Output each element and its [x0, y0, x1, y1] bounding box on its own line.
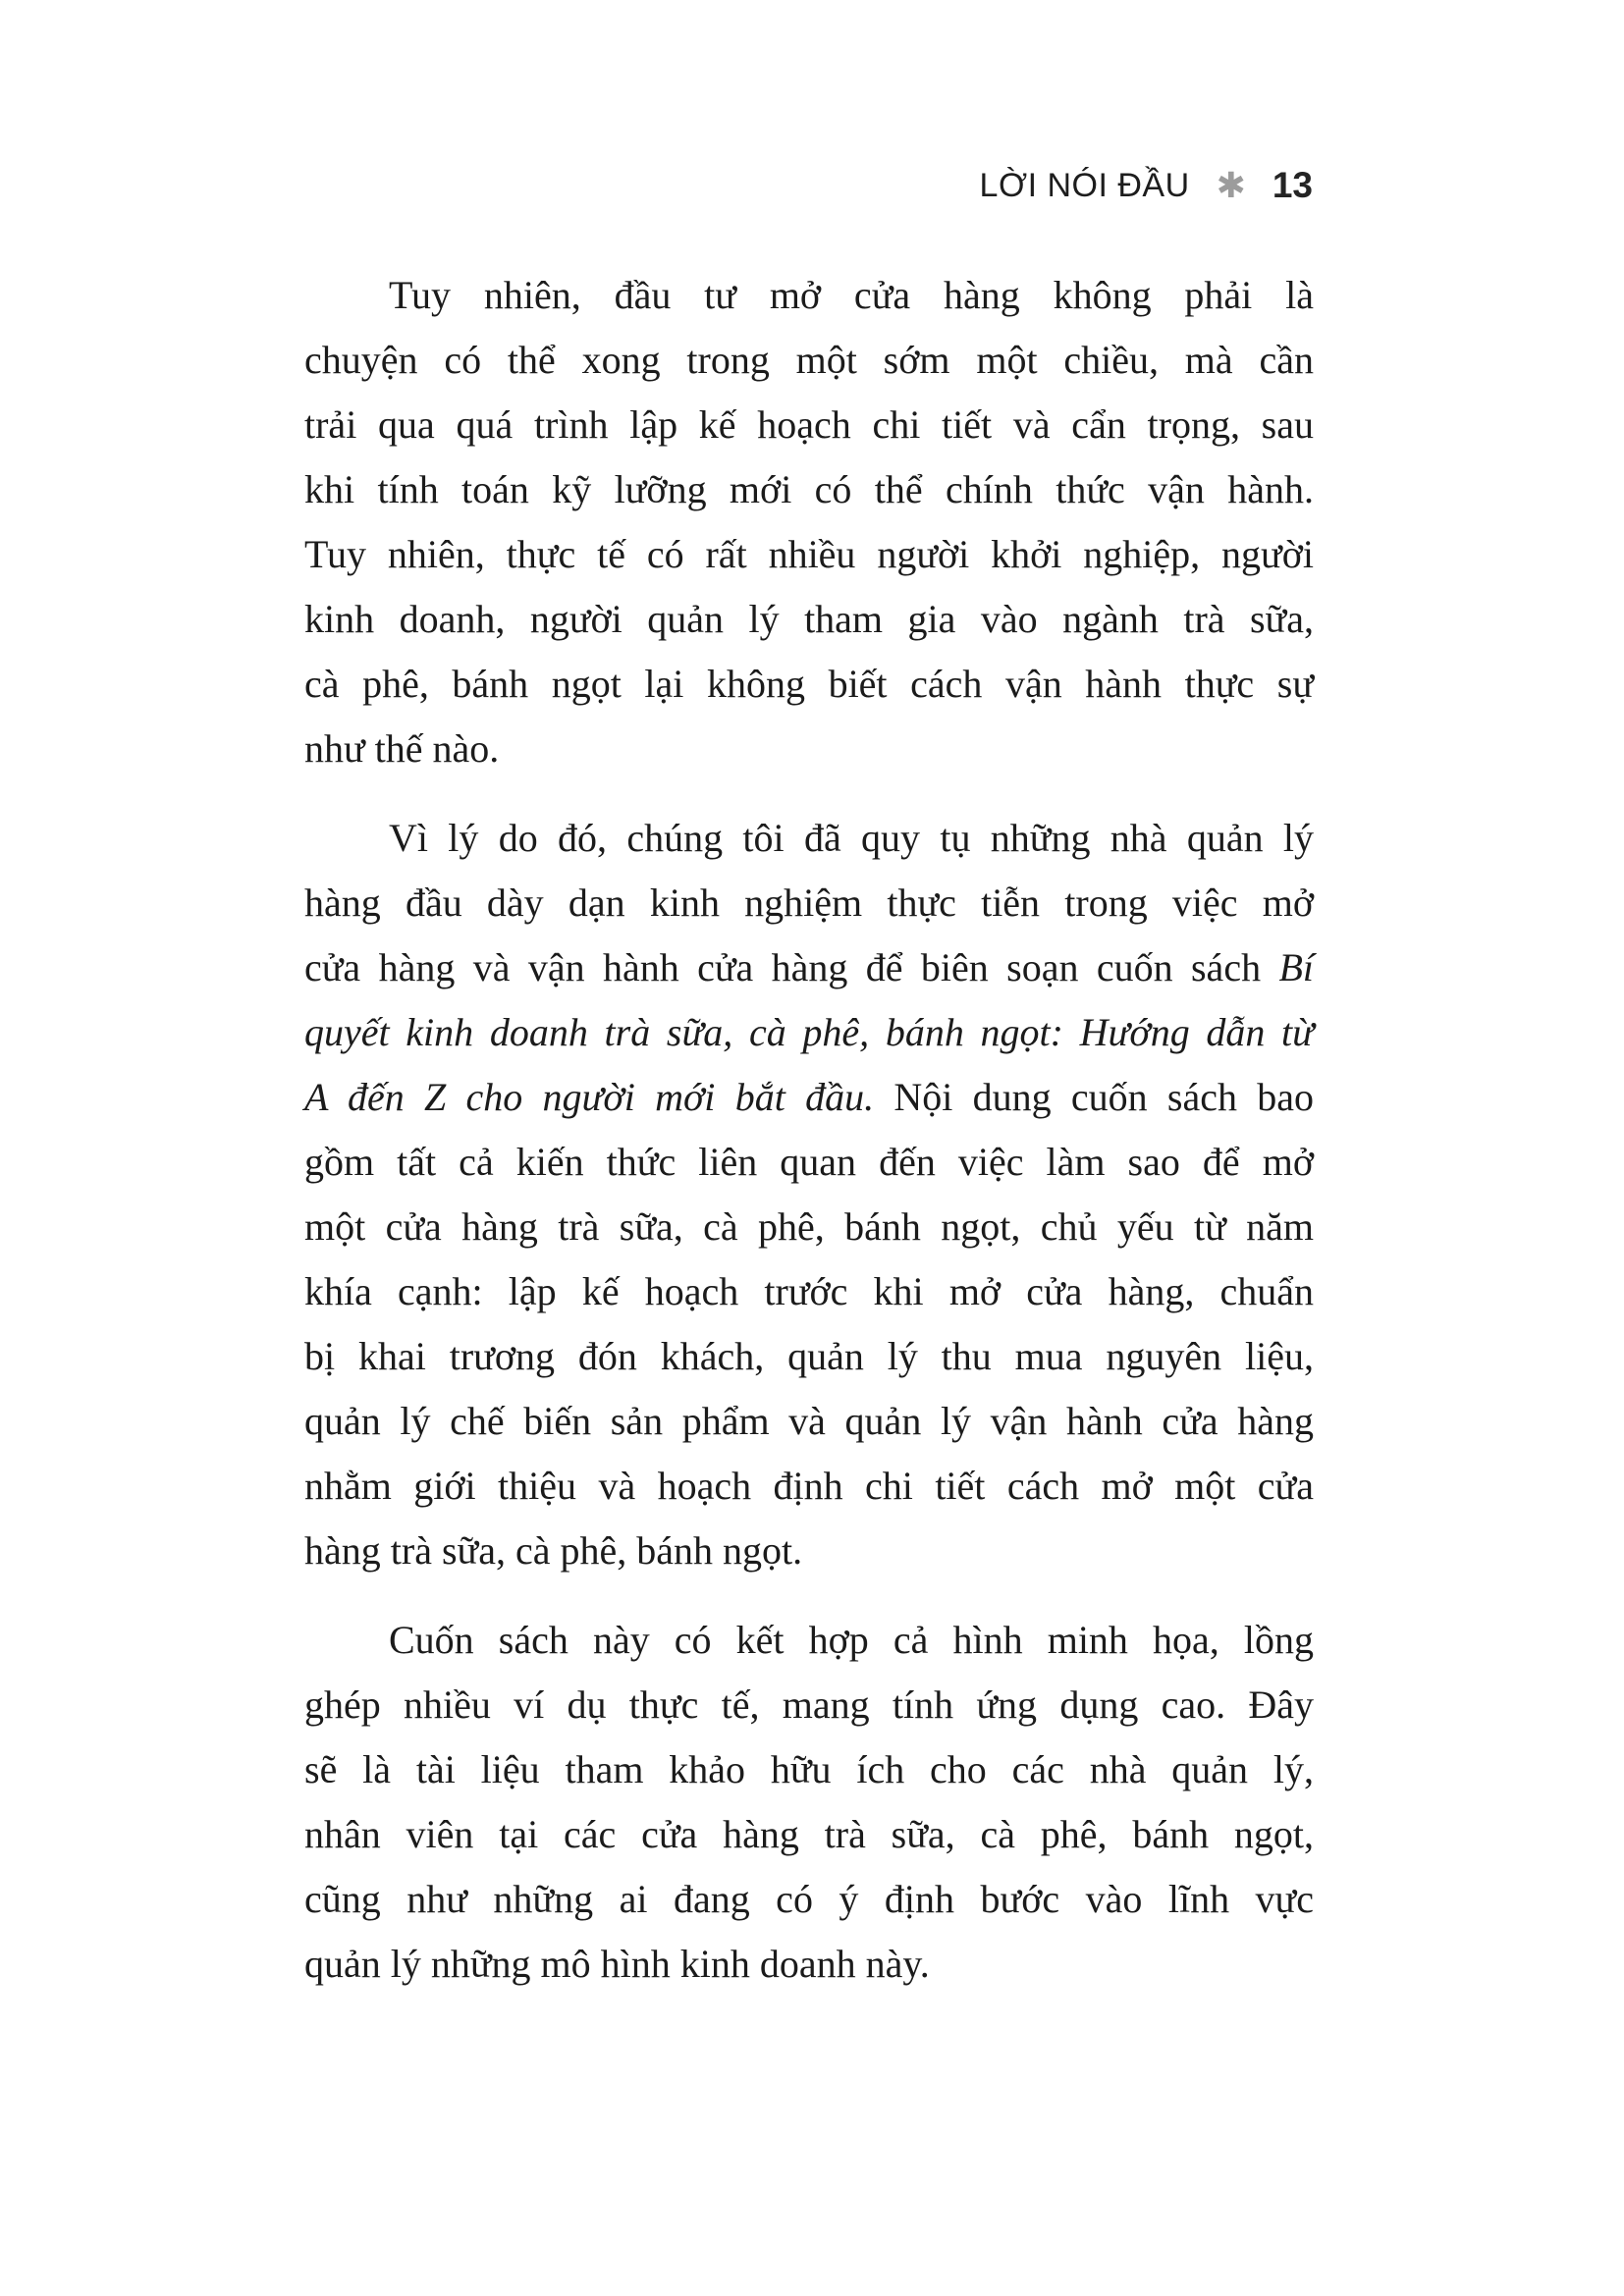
text-line	[304, 1932, 1314, 1997]
text-line	[304, 1737, 1314, 1802]
text-segment: nhân viên tại các cửa hàng trà sữa, cà phê, bánh ngọt,	[304, 1812, 1314, 1856]
text-line	[304, 263, 1314, 328]
text-line	[304, 1519, 1314, 1583]
paragraph	[304, 263, 1314, 781]
text-line	[304, 652, 1314, 717]
text-line	[304, 1673, 1314, 1737]
text-segment: cà phê, bánh ngọt lại không biết cách vận hành thực sự	[304, 662, 1314, 706]
text-segment: trải qua quá trình lập kế hoạch chi tiết và cẩn trọng, sau	[304, 402, 1314, 447]
paragraph	[304, 1608, 1314, 1997]
text-segment: nhằm giới thiệu và hoạch định chi tiết cách mở một cửa	[304, 1464, 1314, 1508]
text-line	[304, 1608, 1314, 1673]
text-line	[304, 587, 1314, 652]
book-title-segment: A đến Z cho người mới bắt đầu.	[304, 1075, 875, 1119]
running-header	[980, 165, 1313, 206]
text-line	[304, 522, 1314, 587]
text-segment: kinh doanh, người quản lý tham gia vào ngành trà sữa,	[304, 597, 1314, 641]
text-segment: Nội dung cuốn sách bao	[874, 1075, 1314, 1119]
text-segment: gồm tất cả kiến thức liên quan đến việc làm sao để mở	[304, 1140, 1314, 1184]
text-line	[304, 717, 1314, 781]
body-text	[304, 263, 1314, 1997]
text-segment: quản lý những mô hình kinh doanh này.	[304, 1942, 930, 1986]
text-segment: hàng đầu dày dạn kinh nghiệm thực tiễn trong việc mở	[304, 881, 1314, 925]
book-title-segment: Bí	[1278, 945, 1314, 989]
paragraph	[304, 806, 1314, 1583]
text-line	[304, 393, 1314, 457]
text-line	[304, 806, 1314, 871]
text-segment: cửa hàng và vận hành cửa hàng để biên soạn cuốn sách	[304, 945, 1279, 989]
text-line	[304, 1195, 1314, 1259]
text-segment: Cuốn sách này có kết hợp cả hình minh họa, lồng	[389, 1618, 1314, 1662]
text-segment: như thế nào.	[304, 726, 500, 771]
text-line	[304, 457, 1314, 522]
text-segment: sẽ là tài liệu tham khảo hữu ích cho các nhà quản lý,	[304, 1747, 1314, 1791]
text-line	[304, 1259, 1314, 1324]
text-segment: một cửa hàng trà sữa, cà phê, bánh ngọt, chủ yếu từ năm	[304, 1204, 1314, 1249]
text-segment: khía cạnh: lập kế hoạch trước khi mở cửa hàng, chuẩn	[304, 1269, 1314, 1313]
text-segment: bị khai trương đón khách, quản lý thu mua nguyên liệu,	[304, 1334, 1314, 1378]
text-segment: Tuy nhiên, thực tế có rất nhiều người khởi nghiệp, người	[304, 532, 1314, 576]
text-segment: khi tính toán kỹ lưỡng mới có thể chính thức vận hành.	[304, 467, 1314, 511]
text-segment: cũng như những ai đang có ý định bước vào lĩnh vực	[304, 1877, 1314, 1921]
book-title-segment: quyết kinh doanh trà sữa, cà phê, bánh ngọt: Hướng dẫn từ	[304, 1010, 1314, 1054]
text-line	[304, 1324, 1314, 1389]
text-segment: Vì lý do đó, chúng tôi đã quy tụ những nhà quản lý	[389, 816, 1314, 860]
text-line	[304, 1000, 1314, 1065]
text-line	[304, 328, 1314, 393]
text-segment: chuyện có thể xong trong một sớm một chiều, mà cần	[304, 338, 1314, 382]
text-line	[304, 935, 1314, 1000]
heavy-asterisk-icon: ✱	[1216, 166, 1246, 206]
text-line	[304, 1389, 1314, 1454]
text-line	[304, 871, 1314, 935]
chapter-title: LỜI NÓI ĐẦU	[979, 166, 1190, 204]
text-line	[304, 1065, 1314, 1130]
text-segment: Tuy nhiên, đầu tư mở cửa hàng không phải là	[389, 273, 1314, 317]
text-segment: ghép nhiều ví dụ thực tế, mang tính ứng dụng cao. Đây	[304, 1682, 1314, 1727]
text-line	[304, 1867, 1314, 1932]
page-number: 13	[1272, 165, 1313, 205]
text-segment: quản lý chế biến sản phẩm và quản lý vận hành cửa hàng	[304, 1399, 1314, 1443]
text-line	[304, 1802, 1314, 1867]
text-line	[304, 1454, 1314, 1519]
text-line	[304, 1130, 1314, 1195]
text-segment: hàng trà sữa, cà phê, bánh ngọt.	[304, 1528, 803, 1573]
